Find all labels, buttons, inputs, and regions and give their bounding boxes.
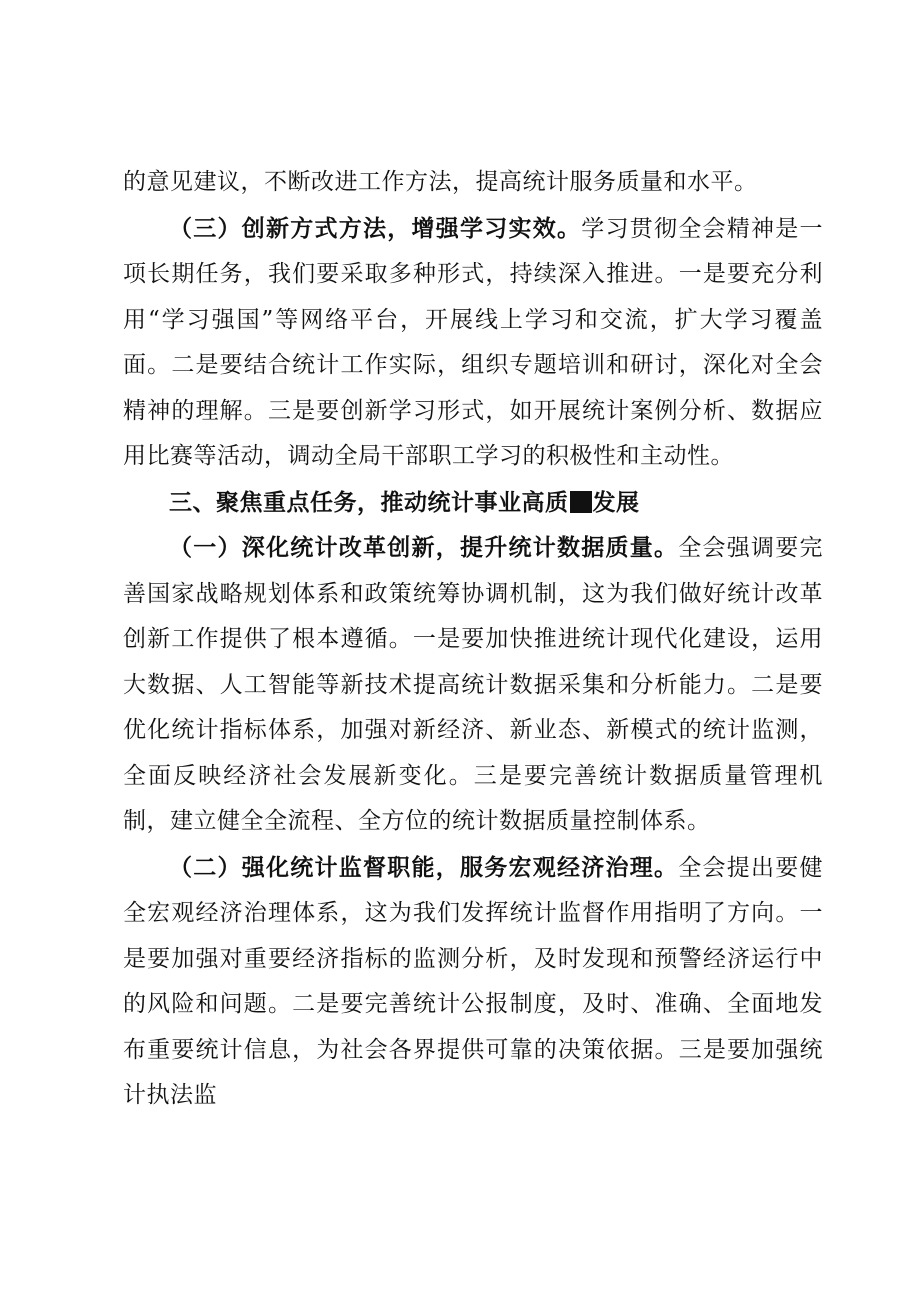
section-heading-text-before: 三、聚焦重点任务，推动统计事业高质	[169, 488, 569, 516]
redaction-block	[570, 491, 592, 513]
document-body	[123, 160, 823, 1119]
paragraph-text: 全会强调要完善国家战略规划体系和政策统筹协调机制，这为我们做好统计改革创新工作提供了根本遵循。一是要加快推进统计现代化建设，运用大数据、人工智能等新技术提高统计数据采集和分析能力。二是要优化统计指标体系，加强对新经济、新业态、新模式的统计监测，全面反映经济社会发展新变化。三是要完善统计数据质量管理机制，建立健全全流程、全方位的统计数据质量控制体系。	[123, 535, 823, 834]
paragraph-lead: （三）创新方式方法，增强学习实效。	[169, 214, 582, 242]
paragraph-section-3-1	[123, 525, 823, 845]
paragraph-text: 全会提出要健全宏观经济治理体系，这为我们发挥统计监督作用指明了方向。一是要加强对重要经济指标的监测分析，及时发现和预警经济运行中的风险和问题。二是要完善统计公报制度，及时、准确、全面地发布重要统计信息，为社会各界提供可靠的决策依据。三是要加强统计执法监	[123, 854, 823, 1108]
paragraph-lead: （二）强化统计监督职能，服务宏观经济治理。	[169, 853, 679, 881]
paragraph-section-3-3	[123, 206, 823, 480]
section-heading-3	[169, 480, 823, 526]
paragraph-lead: （一）深化统计改革创新，提升统计数据质量。	[169, 534, 679, 561]
paragraph-text: 学习贯彻全会精神是一项长期任务，我们要采取多种形式，持续深入推进。一是要充分利用“学习强国”等网络平台，开展线上学习和交流，扩大学习覆盖面。二是要结合统计工作实际，组织专题培训和研讨，深化对全会精神的理解。三是要创新学习形式，如开展统计案例分析、数据应用比赛等活动，调动全局干部职工学习的积极性和主动性。	[123, 215, 823, 469]
section-heading-text-after: 发展	[592, 488, 640, 516]
paragraph-section-3-2	[123, 845, 823, 1119]
paragraph-continuation	[123, 160, 823, 206]
paragraph-text: 的意见建议，不断改进工作方法，提高统计服务质量和水平。	[123, 169, 758, 195]
